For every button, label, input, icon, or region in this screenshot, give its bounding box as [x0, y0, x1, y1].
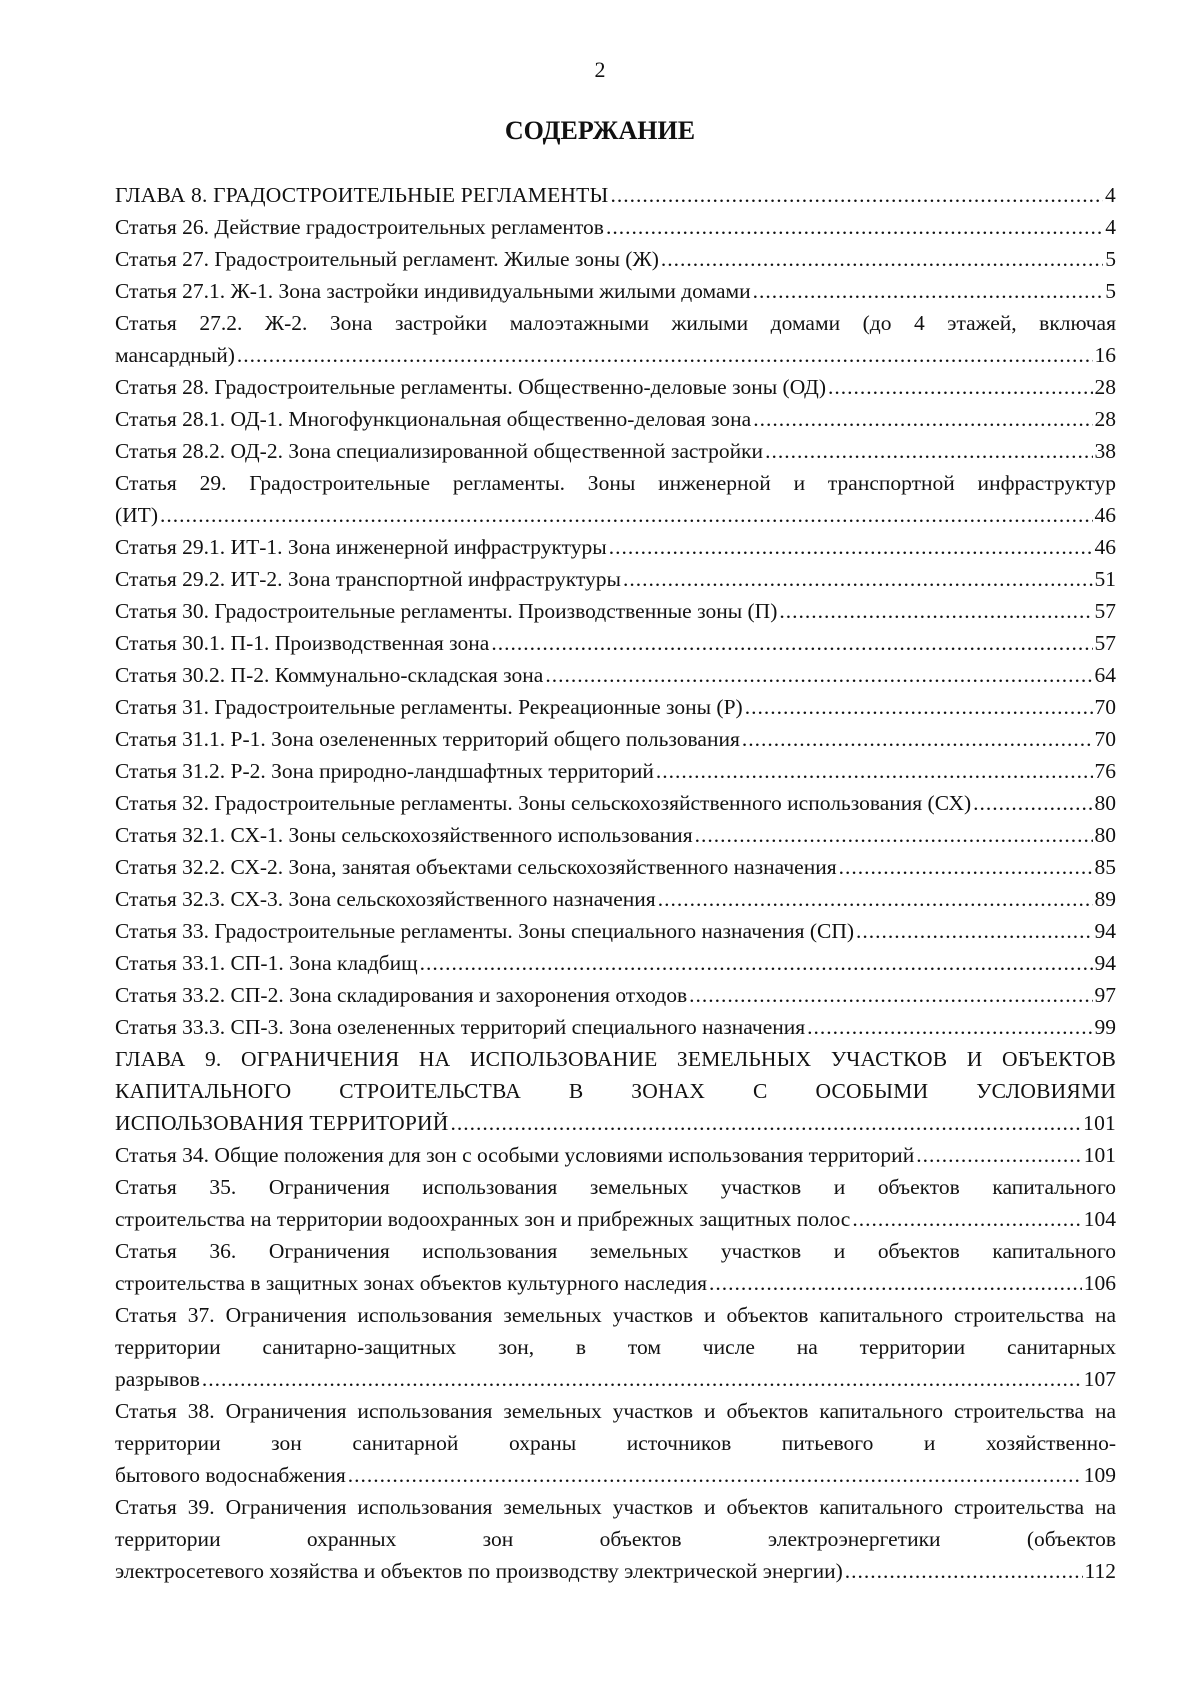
toc-entry-title: Статья 33.2. СП-2. Зона складирования и захоронения отходов	[115, 983, 688, 1007]
toc-entry[interactable]	[115, 1139, 1116, 1171]
toc-entry-page: 112	[1084, 1559, 1116, 1583]
dot-leader	[753, 403, 1092, 435]
dot-leader	[606, 211, 1103, 243]
toc-entry[interactable]	[115, 947, 1116, 979]
toc-entry-title: бытового водоснабжения	[115, 1463, 346, 1487]
toc-entry-page: 80	[1094, 791, 1116, 815]
toc-entry-page: 104	[1083, 1207, 1116, 1231]
toc-entry-line	[115, 1139, 1116, 1171]
toc-entry-page: 80	[1094, 823, 1116, 847]
toc-entry-title: Статья 30.1. П-1. Производственная зона	[115, 631, 490, 655]
toc-entry-page: 57	[1094, 631, 1116, 655]
dot-leader	[661, 243, 1103, 275]
dot-leader	[160, 499, 1093, 531]
toc-entry-page: 99	[1094, 1015, 1116, 1039]
toc-entry-line	[115, 1203, 1116, 1235]
toc-entry-title: мансардный)	[115, 343, 235, 367]
toc-entry-line	[115, 179, 1116, 211]
toc-entry-line	[115, 915, 1116, 947]
toc-entry[interactable]	[115, 243, 1116, 275]
toc-entry-page: 107	[1083, 1367, 1116, 1391]
toc-entry-line	[115, 403, 1116, 435]
toc-entry-title: Статья 29.2. ИТ-2. Зона транспортной инфраструктуры	[115, 567, 621, 591]
toc-entry-title: Статья 32.2. СХ-2. Зона, занятая объектами сельскохозяйственного назначения	[115, 855, 837, 879]
toc-entry-title: Статья 33.1. СП-1. Зона кладбищ	[115, 951, 418, 975]
toc-entry-title: Статья 33. Градостроительные регламенты. Зоны специального назначения (СП)	[115, 919, 855, 943]
toc-entry-page: 109	[1083, 1463, 1116, 1487]
toc-entry[interactable]	[115, 851, 1116, 883]
dot-leader	[745, 691, 1093, 723]
toc-entry-line	[115, 211, 1116, 243]
toc-entry[interactable]	[115, 371, 1116, 403]
toc-entry-lead-text: Статья 36. Ограничения использования земельных участков и объектов капитального	[115, 1239, 1116, 1263]
toc-entry[interactable]	[115, 531, 1116, 563]
dot-leader	[852, 1203, 1081, 1235]
dot-leader	[742, 723, 1093, 755]
toc-entry-page: 51	[1094, 567, 1116, 591]
toc-entry-title: Статья 28.1. ОД-1. Многофункциональная общественно-деловая зона	[115, 407, 752, 431]
toc-entry-line	[115, 371, 1116, 403]
toc-entry-lead-text: Статья 38. Ограничения использования земельных участков и объектов капитального строительства на территории зон санитарной охраны источников питьевого и хозяйственно-	[115, 1399, 1116, 1455]
dot-leader	[709, 1267, 1082, 1299]
toc-entry-page: 85	[1094, 855, 1116, 879]
dot-leader	[828, 371, 1093, 403]
toc-entry[interactable]	[115, 883, 1116, 915]
toc-entry-title: строительства в защитных зонах объектов культурного наследия	[115, 1271, 708, 1295]
toc-entry-page: 5	[1105, 279, 1116, 303]
toc-entry-page: 70	[1094, 695, 1116, 719]
toc-entry-page: 70	[1094, 727, 1116, 751]
dot-leader	[765, 435, 1092, 467]
dot-leader	[202, 1363, 1082, 1395]
toc-entry-page: 57	[1094, 599, 1116, 623]
toc-entry-title: Статья 32. Градостроительные регламенты. Зоны сельскохозяйственного использования (СХ)	[115, 791, 972, 815]
toc-entry-title: Статья 28. Градостроительные регламенты. Общественно-деловые зоны (ОД)	[115, 375, 826, 399]
toc-entry[interactable]	[115, 179, 1116, 211]
dot-leader	[545, 659, 1092, 691]
toc-entry[interactable]	[115, 1491, 1116, 1587]
toc-entry-line	[115, 979, 1116, 1011]
toc-entry-page: 97	[1094, 983, 1116, 1007]
toc-entry-page: 4	[1105, 215, 1116, 239]
dot-leader	[348, 1459, 1082, 1491]
dot-leader	[856, 915, 1092, 947]
toc-entry[interactable]	[115, 403, 1116, 435]
toc-entry[interactable]	[115, 723, 1116, 755]
dot-leader	[237, 339, 1093, 371]
toc-entry[interactable]	[115, 275, 1116, 307]
page-number: 2	[594, 57, 606, 82]
toc-entry-title: (ИТ)	[115, 503, 158, 527]
toc-entry-page: 94	[1094, 951, 1116, 975]
dot-leader	[845, 1555, 1083, 1587]
dot-leader	[609, 531, 1093, 563]
toc-entry-title: Статья 26. Действие градостроительных регламентов	[115, 215, 604, 239]
toc-entry[interactable]	[115, 211, 1116, 243]
toc-entry-lead-text: Статья 27.2. Ж-2. Зона застройки малоэтажными жилыми домами (до 4 этажей, включая	[115, 311, 1116, 335]
toc-entry-line	[115, 1459, 1116, 1491]
toc-entry-lead-text: Статья 29. Градостроительные регламенты. Зоны инженерной и транспортной инфраструктур	[115, 471, 1116, 495]
dot-leader	[779, 595, 1092, 627]
toc-entry[interactable]	[115, 1011, 1116, 1043]
toc-entry-line	[115, 723, 1116, 755]
toc-entry[interactable]	[115, 691, 1116, 723]
toc-entry-title: Статья 29.1. ИТ-1. Зона инженерной инфраструктуры	[115, 535, 607, 559]
toc-entry[interactable]	[115, 595, 1116, 627]
toc-entry[interactable]	[115, 1299, 1116, 1395]
toc-entry-title: Статья 30. Градостроительные регламенты. Производственные зоны (П)	[115, 599, 778, 623]
toc-entry-title: ИСПОЛЬЗОВАНИЯ ТЕРРИТОРИЙ	[115, 1111, 449, 1135]
toc-entry-line	[115, 339, 1116, 371]
toc-entry[interactable]	[115, 915, 1116, 947]
toc-entry[interactable]	[115, 1043, 1116, 1139]
toc-entry-line	[115, 499, 1116, 531]
toc-entry[interactable]	[115, 627, 1116, 659]
table-of-contents	[115, 179, 1116, 1587]
toc-entry-line	[115, 947, 1116, 979]
toc-entry-line	[115, 1011, 1116, 1043]
toc-entry-page: 89	[1094, 887, 1116, 911]
dot-leader	[623, 563, 1093, 595]
toc-entry-line	[115, 1555, 1116, 1587]
toc-entry-title: Статья 31.2. Р-2. Зона природно-ландшафтных территорий	[115, 759, 654, 783]
dot-leader	[973, 787, 1092, 819]
toc-entry-title: Статья 27. Градостроительный регламент. Жилые зоны (Ж)	[115, 247, 659, 271]
toc-entry-title: Статья 28.2. ОД-2. Зона специализированной общественной застройки	[115, 439, 764, 463]
toc-entry-page: 101	[1083, 1143, 1116, 1167]
toc-entry-title: электросетевого хозяйства и объектов по производству электрической энергии)	[115, 1559, 843, 1583]
dot-leader	[807, 1011, 1092, 1043]
toc-entry-line	[115, 1267, 1116, 1299]
toc-entry-title: строительства на территории водоохранных зон и прибрежных защитных полос	[115, 1207, 851, 1231]
toc-entry[interactable]	[115, 979, 1116, 1011]
toc-entry-page: 28	[1094, 375, 1116, 399]
toc-entry-title: Статья 32.1. СХ-1. Зоны сельскохозяйственного использования	[115, 823, 693, 847]
toc-entry-line	[115, 243, 1116, 275]
toc-entry-page: 16	[1094, 343, 1116, 367]
toc-entry-lead-text: ГЛАВА 9. ОГРАНИЧЕНИЯ НА ИСПОЛЬЗОВАНИЕ ЗЕМЕЛЬНЫХ УЧАСТКОВ И ОБЪЕКТОВ КАПИТАЛЬНОГО СТРОИТЕЛЬСТВА В ЗОНАХ С ОСОБЫМИ УСЛОВИЯМИ	[115, 1047, 1116, 1103]
dot-leader	[689, 979, 1092, 1011]
toc-entry-page: 46	[1094, 535, 1116, 559]
toc-entry-line	[115, 1363, 1116, 1395]
toc-entry-title: ГЛАВА 8. ГРАДОСТРОИТЕЛЬНЫЕ РЕГЛАМЕНТЫ	[115, 183, 609, 207]
toc-entry-line	[115, 563, 1116, 595]
toc-entry-line	[115, 691, 1116, 723]
toc-entry-page: 76	[1094, 759, 1116, 783]
dot-leader	[420, 947, 1093, 979]
dot-leader	[916, 1139, 1082, 1171]
toc-entry[interactable]	[115, 1395, 1116, 1491]
toc-entry-line	[115, 851, 1116, 883]
page-title: СОДЕРЖАНИЕ	[504, 116, 696, 145]
toc-entry-line	[115, 819, 1116, 851]
toc-entry[interactable]	[115, 1171, 1116, 1235]
toc-entry-lead-text: Статья 35. Ограничения использования земельных участков и объектов капитального	[115, 1175, 1116, 1199]
toc-entry[interactable]	[115, 1235, 1116, 1299]
toc-entry[interactable]	[115, 755, 1116, 787]
toc-entry-line	[115, 787, 1116, 819]
toc-entry[interactable]	[115, 787, 1116, 819]
toc-entry-lead-text: Статья 39. Ограничения использования земельных участков и объектов капитального строительства на территории охранных зон объектов электроэнергетики (объектов	[115, 1495, 1116, 1551]
toc-entry-page: 94	[1094, 919, 1116, 943]
toc-entry-page: 28	[1094, 407, 1116, 431]
toc-entry-page: 4	[1105, 183, 1116, 207]
toc-entry-title: Статья 30.2. П-2. Коммунально-складская зона	[115, 663, 544, 687]
toc-entry-title: Статья 32.3. СХ-3. Зона сельскохозяйственного назначения	[115, 887, 656, 911]
toc-entry[interactable]	[115, 307, 1116, 371]
toc-entry-title: Статья 33.3. СП-3. Зона озелененных территорий специального назначения	[115, 1015, 806, 1039]
toc-entry-line	[115, 883, 1116, 915]
toc-entry[interactable]	[115, 435, 1116, 467]
toc-entry-page: 46	[1094, 503, 1116, 527]
toc-entry-lead-text: Статья 37. Ограничения использования земельных участков и объектов капитального строительства на территории санитарно-защитных зон, в том числе на территории санитарных	[115, 1303, 1116, 1359]
dot-leader	[450, 1107, 1081, 1139]
toc-entry-line	[115, 435, 1116, 467]
toc-entry-page: 64	[1094, 663, 1116, 687]
dot-leader	[610, 179, 1103, 211]
toc-entry[interactable]	[115, 819, 1116, 851]
toc-entry-page: 38	[1094, 439, 1116, 463]
toc-entry-line	[115, 755, 1116, 787]
toc-entry-page: 5	[1105, 247, 1116, 271]
toc-entry-line	[115, 627, 1116, 659]
toc-entry-line	[115, 275, 1116, 307]
toc-entry-page: 106	[1083, 1271, 1116, 1295]
dot-leader	[658, 883, 1093, 915]
toc-entry[interactable]	[115, 659, 1116, 691]
toc-entry-line	[115, 531, 1116, 563]
toc-entry-title: Статья 34. Общие положения для зон с особыми условиями использования территорий	[115, 1143, 915, 1167]
toc-entry-line	[115, 1107, 1116, 1139]
toc-entry[interactable]	[115, 467, 1116, 531]
dot-leader	[656, 755, 1093, 787]
dot-leader	[695, 819, 1093, 851]
toc-entry-line	[115, 595, 1116, 627]
toc-entry-title: разрывов	[115, 1367, 200, 1391]
dot-leader	[839, 851, 1093, 883]
dot-leader	[753, 275, 1104, 307]
toc-entry-page: 101	[1083, 1111, 1116, 1135]
toc-entry-title: Статья 31.1. Р-1. Зона озелененных территорий общего пользования	[115, 727, 740, 751]
dot-leader	[491, 627, 1092, 659]
toc-entry-line	[115, 659, 1116, 691]
toc-entry-title: Статья 27.1. Ж-1. Зона застройки индивидуальными жилыми домами	[115, 279, 751, 303]
toc-entry[interactable]	[115, 563, 1116, 595]
toc-entry-title: Статья 31. Градостроительные регламенты. Рекреационные зоны (Р)	[115, 695, 743, 719]
